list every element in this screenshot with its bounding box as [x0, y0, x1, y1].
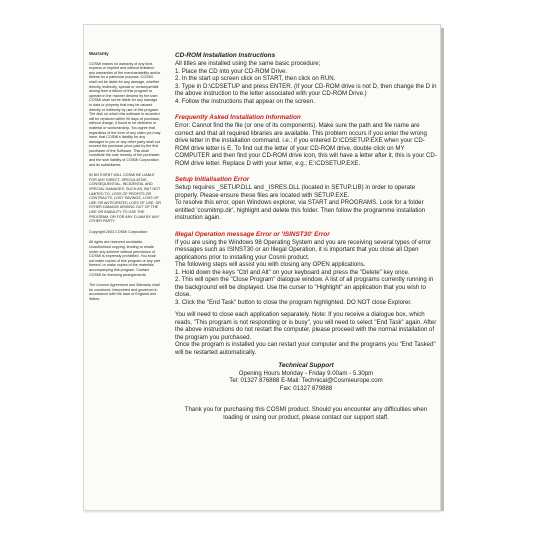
instructions-column	[175, 52, 437, 507]
copyright-text: Copyright 2003 COSMI Corporation	[89, 229, 148, 234]
install-line: 1. Place the CD into your CD-ROM Drive.	[175, 67, 288, 75]
step-item: 3. Click the "End Task" button to close the program highlighted. DO NOT close Explorer.	[175, 298, 412, 306]
step-item: 1. Hold down the keys "Ctrl and Alt" on your keyboard and press the "Delete" key once.	[175, 268, 410, 276]
install-heading: CD-ROM Installation Instructions	[175, 52, 276, 59]
setup-error-heading: Setup Initialisation Error	[175, 176, 250, 183]
technical-support	[175, 362, 437, 392]
illegal-operation-heading: Illegal Operation message Error or 'ISINST30' Error	[175, 230, 330, 238]
closing-message: Thank you for purchasing this COSMI product. Should you encounter any difficulties when loading or using our product, please contact our support staff.	[184, 406, 428, 421]
install-line: 3. Type in D:\CDSETUP and press ENTER. (If your CD-ROM drive is not D, then change the D in the above instruction to the letter associated with your CD-ROM Drive.)	[175, 82, 437, 97]
restart-text: Once the program is installed you can restart your computer and the programs you "End Tasked" will be restarted automatically.	[175, 341, 436, 356]
support-hours: Opening Hours Monday - Friday 9.00am - 5.30pm	[238, 369, 374, 377]
install-line: All titles are installed using the same basic procedure;	[175, 60, 321, 67]
install-line: 2. In the start up screen click on START, then click on RUN.	[175, 75, 336, 82]
support-fax: Fax: 01327 879888	[279, 384, 333, 392]
steps-intro: The following steps will assist you with closing any OPEN applications.	[175, 261, 366, 268]
sheet-content	[83, 24, 441, 511]
warranty-sidebar	[89, 52, 161, 504]
warranty-title: Warranty	[89, 52, 109, 56]
rights-text: All rights are reserved worldwide. Unauthorised copying, lending or resale under any scheme without permission of COSMI is expressly prohibited. You shall not make copies of this program or any part thereof, or make copies of the materials accompanying this program. Contact COSMI for licensing arrangements.	[89, 240, 161, 277]
setup-error-text: Setup requires _SETUP.DLL and _ISRES.DLL (located in SETUP.LIB) in order to operate properly. Please ensure these files are located with SETUP.EXE.	[175, 184, 416, 199]
step-item: 2. This will open the "Close Program" dialogue window. A list of all programs currently running in the background will be displayed. Use the curser to "Highlight" an application that you wish to close.	[175, 276, 434, 298]
liability-text: IN NO EVENT WILL COSMI BE LIABLE FOR ANY DIRECT, SPECULATIVE, CONSEQUENTIAL, INCIDENTAL AND SPECIAL DAMAGES, SUCH AS, BUT NOT LIMITED TO, LOSS OF PROFITS OR CONTRACTS, LOST SAVINGS, LOSS OF USE OR ANTICIPATED LOSS OF USE, OR OTHER DAMAGE ARISING OUT OF THE USE OR INABILITY TO USE THE PROGRAM, OR FOR ANY CLAIM BY ANY OTHER PARTY.	[89, 173, 161, 224]
install-line: 4. Follow the instructions that appear on the screen.	[175, 97, 315, 105]
faq-text: Error: Cannot find the file (or one of its components). Make sure the path and file name are correct and that all required libraries are available. This problem occurs if you enter the wrong drive letter in the installation command. i.e.; if you entered D:\CDSETUP.EXE when your CD-ROM drive letter is E. To find out the letter of your CD-ROM drive, double click on MY COMPUTER and then find your CD-ROM drive icon, this will have a letter after it, this is your CD-ROM drive letter. Replace D with your letter, e.g.; E:\CDSETUP.EXE.	[175, 122, 437, 167]
illegal-operation-text: If you are using the Windows 98 Operating System and you are receiving several types of error messages such as ISINST30 or an Illegal Operation, it is important that you close all Open applications prior to installing your Cosmi product.	[175, 238, 432, 261]
licence-text: The Licence Agreement and Warranty shall be construed, interpreted and governed in accordance with the laws of England and Wales.	[89, 283, 160, 301]
support-contact: Tel: 01327 876888 E-Mail: Technical@Cosmieurope.com	[229, 377, 383, 384]
sheet-edge-shadow	[441, 28, 444, 511]
warranty-text: COSMI makes no warranty of any kind, express or implied and without limitation any warranties of the merchantability and/or fitness for a particular purpose. COSMI shall not be liable for any damage, whether directly, indirectly, special or consequential arising from a failure of this program to operate in the manner desired by the user. COSMI shall not be liable for any damage to data or property that may be caused directly or indirectly by use of this program. The disk on which this software is recorded will be replaced within 90 days of purchase, without charge, if found to be defective in material or workmanship. You agree that regardless of the form of any claim you may have, that COSMI's liability for any damages to you or any other party shall not exceed the purchase price paid by the first purchaser of the Software. This shall constitute the sole remedy of the purchaser and the sole liability of COSMI Corporation and its subsidiaries.	[89, 61, 161, 167]
support-heading: Technical Support	[278, 362, 334, 369]
faq-heading: Frequently Asked Installation Information	[175, 114, 301, 121]
setup-error-resolution: To resolve this error, open Windows explorer, via START and PROGRAMS. Look for a folder entitled 'cosmitmp.dir', highlight and delete this folder. Then follow the programme installation instruction again.	[175, 199, 426, 221]
close-apps-text: You will need to close each application separately. Note: If you receive a dialogue box, which reads, "This program is not responding or is busy", you will need to select "End Task" again. After the above instructions do not restart the computer, please proceed with the normal installation of the program you purchased.	[175, 311, 437, 341]
